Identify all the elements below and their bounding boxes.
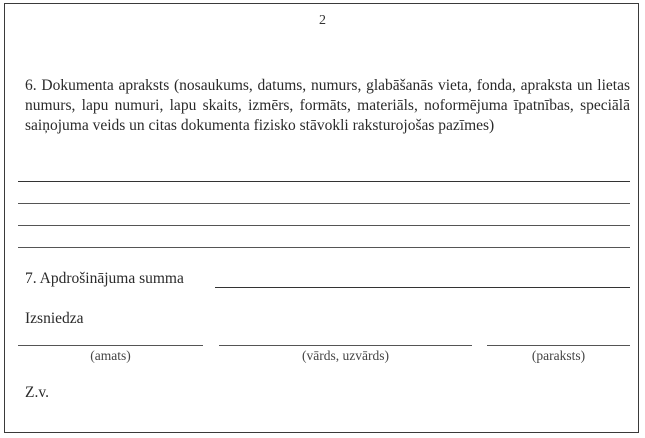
seal-label: Z.v. <box>25 384 49 401</box>
description-line-3[interactable] <box>18 225 630 226</box>
name-surname-field[interactable] <box>219 345 472 346</box>
insurance-sum-field[interactable] <box>215 287 630 288</box>
name-surname-caption: (vārds, uzvārds) <box>302 348 389 363</box>
section-6-description: 6. Dokumenta apraksts (nosaukums, datums, numurs, glabāšanās vieta, fonda, apraksta un lietas numurs, lapu numuri, lapu skaits, izmērs, formāts, materiāls, noformējuma īpatnības, speciālā saiņojuma veids un citas dokumenta fizisko stāvokli raksturojošas pazīmes) <box>25 77 630 134</box>
position-field[interactable] <box>18 345 203 346</box>
description-line-2[interactable] <box>18 203 630 204</box>
description-line-4[interactable] <box>18 247 630 248</box>
issued-by-label: Izsniedza <box>25 310 84 327</box>
signature-caption: (paraksts) <box>531 348 586 363</box>
signature-field[interactable] <box>487 345 630 346</box>
document-frame <box>4 3 639 433</box>
insurance-sum-label: 7. Apdrošinājuma summa <box>25 270 184 287</box>
page-number: 2 <box>319 13 326 28</box>
description-line-1[interactable] <box>18 181 630 182</box>
position-caption: (amats) <box>90 348 131 363</box>
